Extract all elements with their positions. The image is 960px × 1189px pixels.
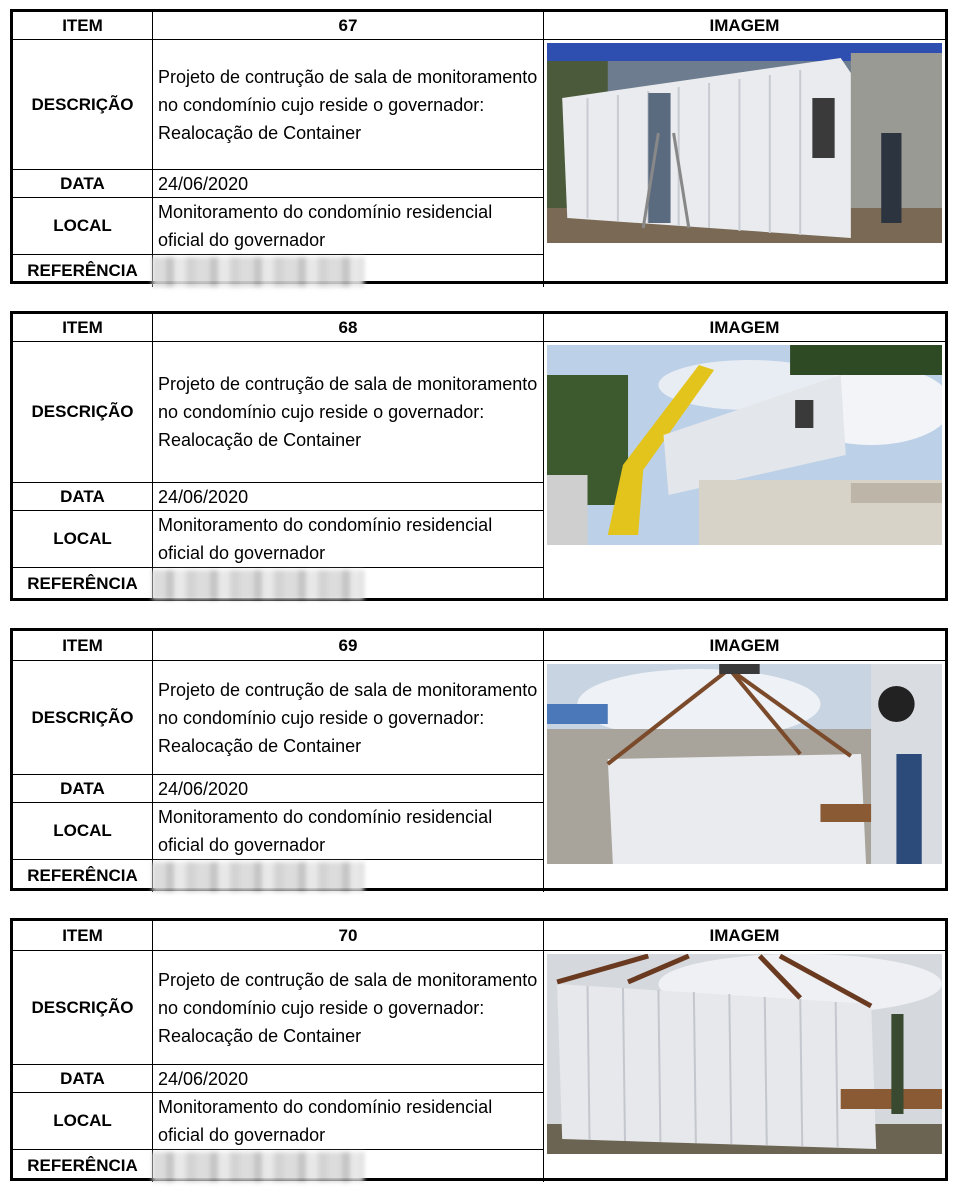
date-label: DATA [13,1065,153,1093]
image-header: IMAGEM [544,12,945,40]
image-cell [544,951,945,1182]
date-value: 24/06/2020 [153,170,544,198]
image-header: IMAGEM [544,631,945,661]
record-card-67 [10,9,948,284]
reference-value-redacted [153,255,544,287]
local-value: Monitoramento do condomínio residencial oficial do governador [153,1093,544,1150]
image-cell [544,40,945,287]
description-label: DESCRIÇÃO [13,342,153,483]
item-number: 67 [153,12,544,40]
photo-container-being-installed [547,43,942,243]
reference-label: REFERÊNCIA [13,568,153,600]
description-label: DESCRIÇÃO [13,951,153,1065]
redaction-blur [152,570,364,600]
description-value: Projeto de contrução de sala de monitoramento no condomínio cujo reside o governador: Realocação de Container [153,661,544,775]
item-number: 70 [153,921,544,951]
record-card-68 [10,311,948,601]
local-value: Monitoramento do condomínio residencial oficial do governador [153,198,544,255]
redaction-blur [152,862,364,892]
date-value: 24/06/2020 [153,483,544,511]
photo-container-suspended [547,664,942,864]
description-label: DESCRIÇÃO [13,661,153,775]
photo-crane-lifting-container [547,345,942,545]
image-header: IMAGEM [544,921,945,951]
item-header: ITEM [13,921,153,951]
date-label: DATA [13,170,153,198]
record-card-69 [10,628,948,891]
reference-label: REFERÊNCIA [13,255,153,287]
local-label: LOCAL [13,803,153,860]
date-value: 24/06/2020 [153,775,544,803]
redaction-blur [152,257,364,287]
reference-label: REFERÊNCIA [13,1150,153,1182]
reference-label: REFERÊNCIA [13,860,153,892]
description-value: Projeto de contrução de sala de monitoramento no condomínio cujo reside o governador: Realocação de Container [153,951,544,1065]
item-number: 69 [153,631,544,661]
reference-value-redacted [153,860,544,892]
record-card-70 [10,918,948,1181]
image-header: IMAGEM [544,314,945,342]
date-value: 24/06/2020 [153,1065,544,1093]
local-label: LOCAL [13,198,153,255]
image-cell [544,661,945,892]
description-label: DESCRIÇÃO [13,40,153,170]
reference-value-redacted [153,1150,544,1182]
local-label: LOCAL [13,511,153,568]
local-label: LOCAL [13,1093,153,1150]
item-header: ITEM [13,12,153,40]
photo-container-lowered [547,954,942,1154]
local-value: Monitoramento do condomínio residencial oficial do governador [153,511,544,568]
item-header: ITEM [13,314,153,342]
item-number: 68 [153,314,544,342]
date-label: DATA [13,483,153,511]
redaction-blur [152,1152,364,1182]
reference-value-redacted [153,568,544,600]
description-value: Projeto de contrução de sala de monitoramento no condomínio cujo reside o governador: Realocação de Container [153,40,544,170]
local-value: Monitoramento do condomínio residencial oficial do governador [153,803,544,860]
item-header: ITEM [13,631,153,661]
image-cell [544,342,945,600]
date-label: DATA [13,775,153,803]
description-value: Projeto de contrução de sala de monitoramento no condomínio cujo reside o governador: Realocação de Container [153,342,544,483]
